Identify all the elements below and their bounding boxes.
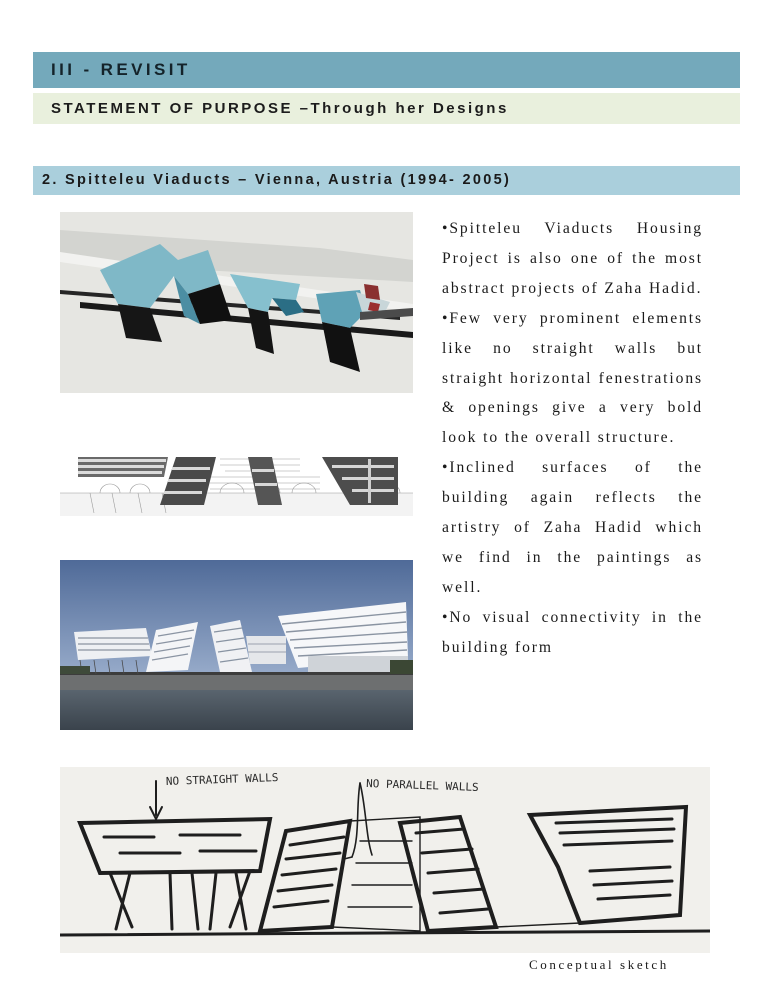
bullet-item: •Inclined surfaces of the building again reflects the artistry of Zaha Hadid which we find in the paintings as well. bbox=[442, 459, 703, 596]
conceptual-sketch-image bbox=[60, 767, 710, 953]
bullet-item: •Spitteleu Viaducts Housing Project is also one of the most abstract projects of Zaha Hadid. bbox=[442, 220, 703, 297]
abstract-painting-image bbox=[60, 212, 413, 393]
sketch-label-left: NO STRAIGHT WALLS bbox=[165, 771, 279, 788]
building-photo-image bbox=[60, 560, 413, 730]
bullet-item: •Few very prominent elements like no straight walls but straight horizontal fenestrations & openings give a very bold look to the overall structure. bbox=[442, 309, 703, 447]
sketch-label-right: NO PARALLEL WALLS bbox=[365, 777, 479, 794]
subheader: STATEMENT OF PURPOSE –Through her Designs bbox=[33, 93, 740, 124]
bullet-list bbox=[442, 214, 703, 663]
bullet-item: •No visual connectivity in the building form bbox=[442, 608, 703, 656]
section-header: III - REVISIT bbox=[33, 52, 740, 88]
sketch-caption: Conceptual sketch bbox=[529, 957, 669, 972]
project-title: 2. Spitteleu Viaducts – Vienna, Austria (1994- 2005) bbox=[33, 166, 740, 195]
elevation-drawing-image bbox=[60, 453, 413, 516]
